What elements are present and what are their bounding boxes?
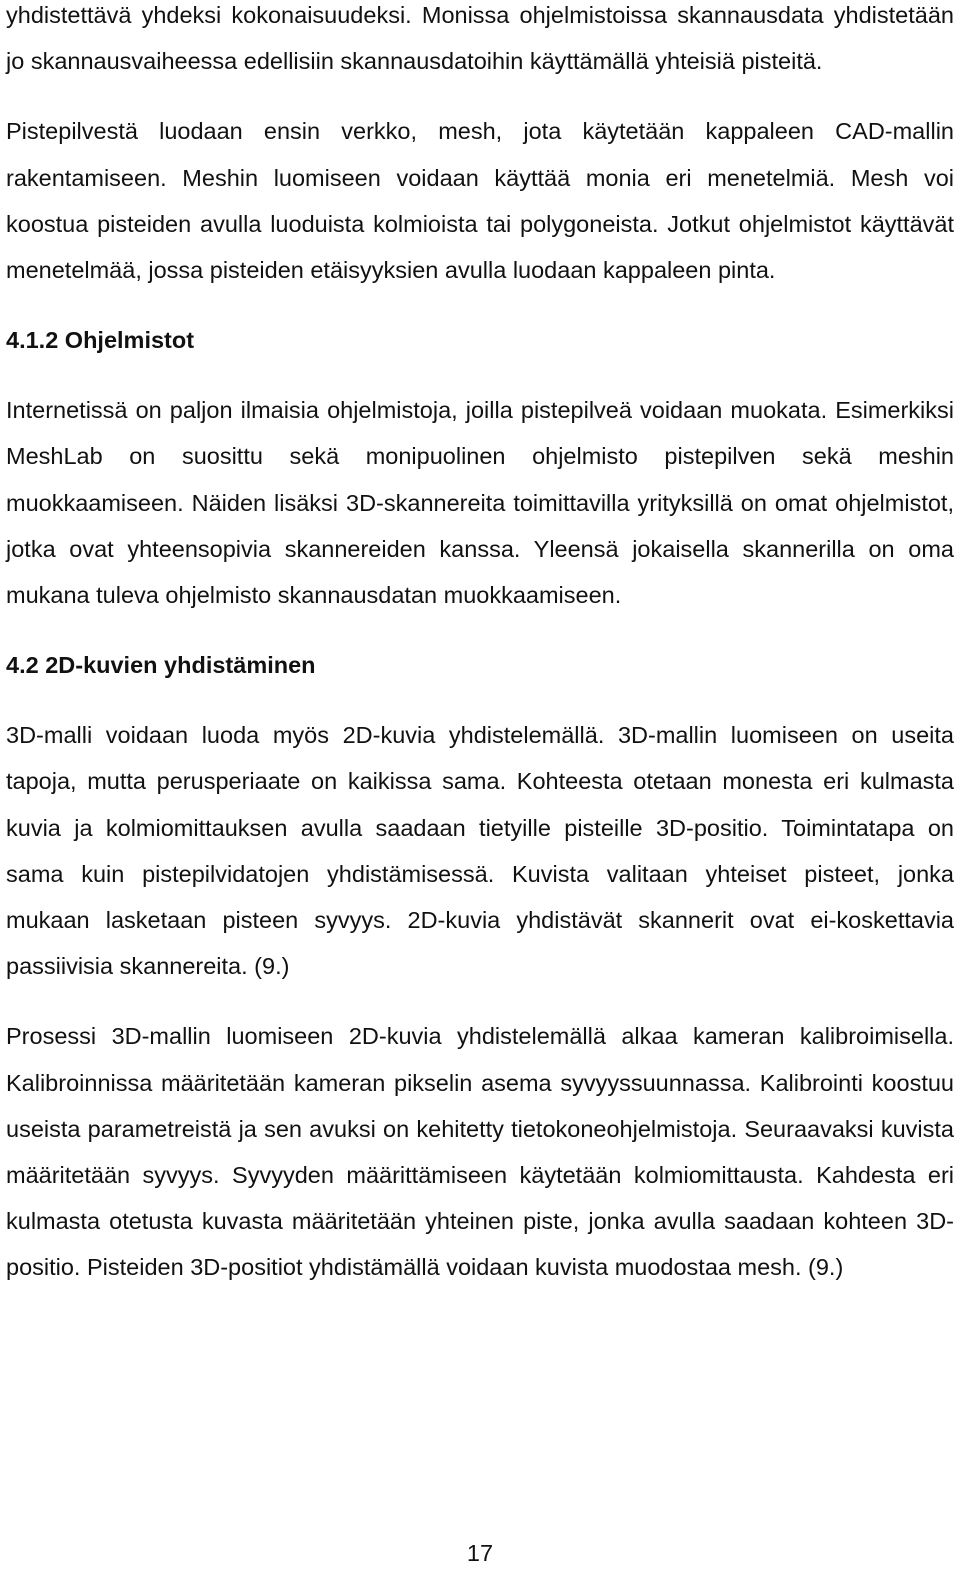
paragraph-gap bbox=[6, 618, 954, 642]
paragraph-gap bbox=[6, 989, 954, 1013]
document-page bbox=[6, 0, 954, 1291]
paragraph-gap bbox=[6, 363, 954, 387]
paragraph-software: Internetissä on paljon ilmaisia ohjelmistoja, joilla pistepilveä voidaan muokata. Esimerkiksi MeshLab on suosittu sekä monipuolinen ohjelmisto pistepilven sekä meshin muokkaamiseen. Näiden lisäksi 3D-skannereita toimittavilla yrityksillä on omat ohjelmistot, jotka ovat yhteensopivia skannereiden kanssa. Yleensä jokaisella skannerilla on oma mukana tuleva ohjelmisto skannausdatan muokkaamiseen. bbox=[6, 397, 954, 609]
section-heading-software: 4.1.2 Ohjelmistot bbox=[6, 327, 195, 354]
section-heading-2d-images: 4.2 2D-kuvien yhdistäminen bbox=[6, 652, 316, 679]
paragraph-scan-data-merging: yhdistettävä yhdeksi kokonaisuudeksi. Monissa ohjelmistoissa skannausdata yhdistetään jo skannausvaiheessa edellisiin skannausdatoihin käyttämällä yhteisiä pisteitä. bbox=[6, 2, 954, 75]
page-number: 17 bbox=[466, 1540, 494, 1566]
paragraph-2d-process: Prosessi 3D-mallin luomiseen 2D-kuvia yhdistelemällä alkaa kameran kalibroimisella. Kalibroinnissa määritetään kameran pikselin asema syvyyssuunnassa. Kalibrointi koostuu useista parametreistä ja sen avuksi on kehitetty tietokoneohjelmistoja. Seuraavaksi kuvista määritetään syvyys. Syvyyden määrittämiseen käytetään kolmiomittausta. Kahdesta eri kulmasta otetusta kuvasta määritetään yhteinen piste, jonka avulla saadaan kohteen 3D-positio. Pisteiden 3D-positiot yhdistämällä voidaan kuvista muodostaa mesh. (9.) bbox=[6, 1023, 954, 1281]
paragraph-gap bbox=[6, 688, 954, 712]
paragraph-2d-images-intro: 3D-malli voidaan luoda myös 2D-kuvia yhdistelemällä. 3D-mallin luomiseen on useita tapoja, mutta perusperiaate on kaikissa sama. Kohteesta otetaan monesta eri kulmasta kuvia ja kolmiomittauksen avulla saadaan tietyille pisteille 3D-positio. Toimintatapa on sama kuin pistepilvidatojen yhdistämisessä. Kuvista valitaan yhteiset pisteet, jonka mukaan lasketaan pisteen syvyys. 2D-kuvia yhdistävät skannerit ovat ei-koskettavia passiivisia skannereita. (9.) bbox=[6, 722, 954, 980]
paragraph-gap bbox=[6, 293, 954, 317]
paragraph-mesh-creation: Pistepilvestä luodaan ensin verkko, mesh, jota käytetään kappaleen CAD-mallin rakentamiseen. Meshin luomiseen voidaan käyttää monia eri menetelmiä. Mesh voi koostua pisteiden avulla luoduista kolmioista tai polygoneista. Jotkut ohjelmistot käyttävät menetelmää, jossa pisteiden etäisyyksien avulla luodaan kappaleen pinta. bbox=[6, 118, 954, 284]
paragraph-gap bbox=[6, 84, 954, 108]
